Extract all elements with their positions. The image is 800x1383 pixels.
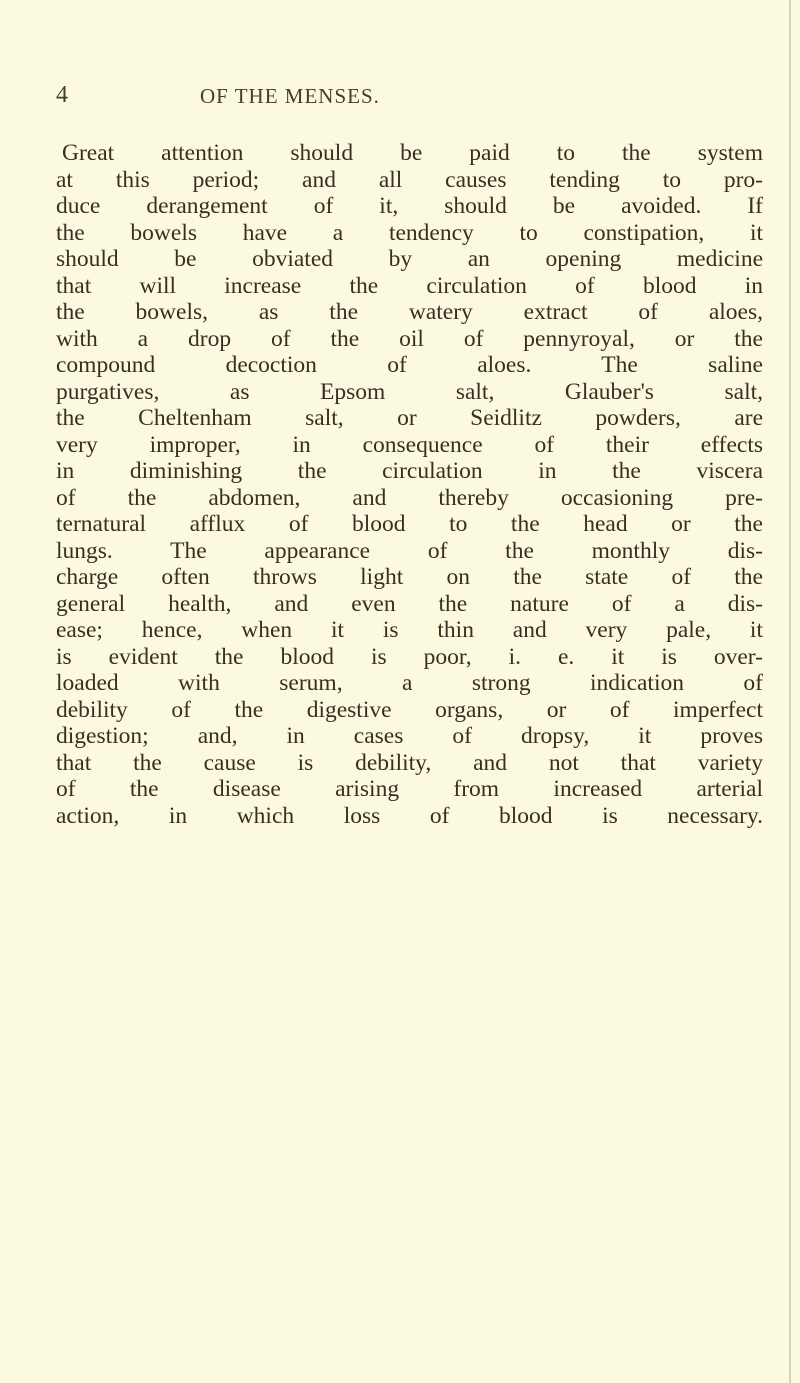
text-line: that will increase the circulation of blood in: [56, 272, 763, 299]
text-line: the Cheltenham salt, or Seidlitz powders, are: [56, 405, 763, 431]
running-title: OF THE MENSES.: [200, 84, 380, 108]
text-line: should be obviated by an opening medicine: [56, 246, 763, 272]
text-line: the bowels, as the watery extract of aloes,: [56, 299, 763, 325]
text-line: action, in which loss of blood is necessary.: [56, 802, 763, 829]
text-line: the bowels have a tendency to constipation, it: [56, 219, 763, 246]
text-line: general health, and even the nature of a dis-: [56, 590, 763, 617]
text-line: compound decoction of aloes. The saline: [56, 352, 763, 378]
page-number: 4: [56, 82, 68, 108]
body-text: [56, 140, 763, 829]
text-line: duce derangement of it, should be avoided. If: [56, 193, 763, 219]
text-line: ternatural afflux of blood to the head or the: [56, 511, 763, 537]
text-line: with a drop of the oil of pennyroyal, or the: [56, 325, 763, 352]
page-edge: [789, 0, 791, 1383]
text-line: very improper, in consequence of their effects: [56, 431, 763, 458]
text-line: digestion; and, in cases of dropsy, it proves: [56, 723, 763, 749]
text-line: is evident the blood is poor, i. e. it is over-: [56, 643, 763, 670]
text-line: Great attention should be paid to the system: [62, 140, 763, 166]
text-line: ease; hence, when it is thin and very pale, it: [56, 617, 763, 643]
text-line: charge often throws light on the state of the: [56, 564, 763, 590]
text-line: purgatives, as Epsom salt, Glauber's salt,: [56, 378, 763, 405]
text-line: lungs. The appearance of the monthly dis-: [56, 537, 763, 564]
text-line: debility of the digestive organs, or of imperfect: [56, 696, 763, 723]
text-line: at this period; and all causes tending to pro-: [56, 166, 763, 193]
text-line: in diminishing the circulation in the viscera: [56, 458, 763, 484]
text-line: that the cause is debility, and not that variety: [56, 749, 763, 776]
text-line: of the abdomen, and thereby occasioning pre-: [56, 484, 763, 511]
text-line: of the disease arising from increased arterial: [56, 776, 763, 802]
text-line: loaded with serum, a strong indication of: [56, 670, 763, 696]
